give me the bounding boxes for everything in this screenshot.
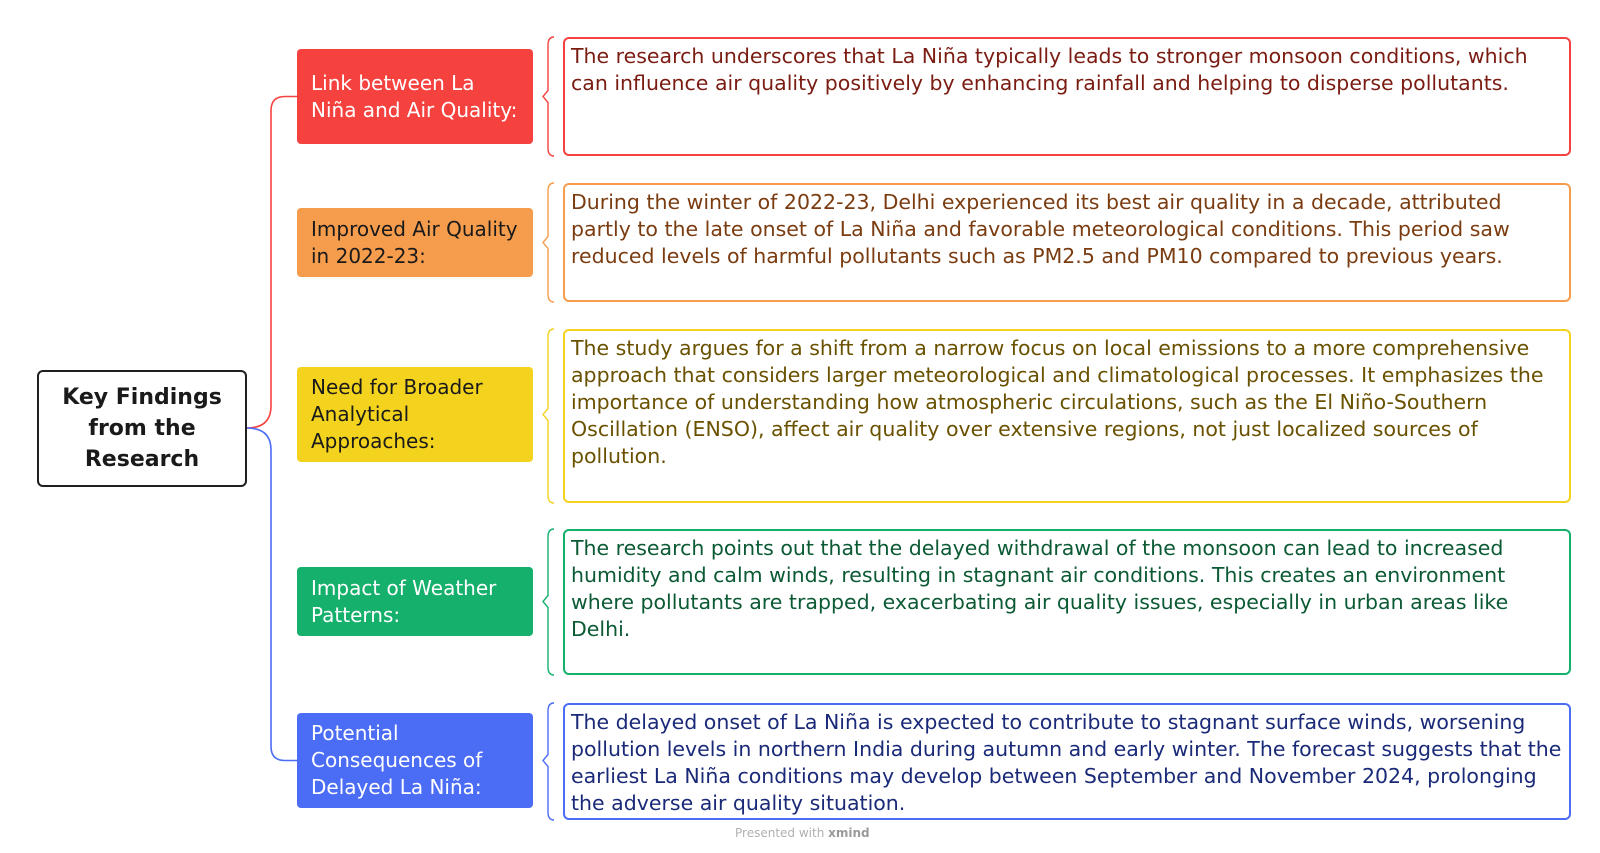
branch-detail-la-nina-link[interactable] [563,37,1571,156]
branch-label-broader-approaches[interactable] [297,367,533,462]
footer-prefix: Presented with [735,826,825,840]
branch-detail-delayed-la-nina[interactable] [563,703,1571,820]
footer-credit [735,826,870,840]
branch-detail-text: During the winter of 2022-23, Delhi experienced its best air quality in a decade, attributed partly to the late onset of La Niña and favorable meteorological conditions. This period saw reduced levels of harmful pollutants such as PM2.5 and PM10 compared to previous years. [571,190,1510,268]
branch-label-weather-patterns[interactable] [297,567,533,636]
branch-detail-text: The research points out that the delayed withdrawal of the monsoon can lead to increased humidity and calm winds, resulting in stagnant air conditions. This creates an environment where pollutants are trapped, exacerbating air quality issues, especially in urban areas like Delhi. [571,536,1509,641]
xmind-logo: xmind [828,826,870,840]
branch-detail-broader-approaches[interactable] [563,329,1571,503]
branch-label-text: Impact of Weather Patterns: [311,575,497,627]
branch-label-improved-air-quality[interactable] [297,208,533,277]
detail-bracket-connector [543,529,554,675]
branch-label-text: Improved Air Quality in 2022-23: [311,216,518,268]
branch-label-text: Potential Consequences of Delayed La Niña: [311,721,483,799]
detail-bracket-connector [543,183,554,302]
branch-detail-text: The delayed onset of La Niña is expected to contribute to stagnant surface winds, worsening pollution levels in northern India during autumn and early winter. The forecast suggests that the earliest La Niña conditions may develop between September and November 2024, prolonging the adverse air quality situation. [571,710,1562,815]
branch-label-delayed-la-nina[interactable] [297,713,533,808]
branch-label-text: Link between La Niña and Air Quality: [311,70,518,122]
trunk-connector-lower [247,428,297,761]
branch-detail-improved-air-quality[interactable] [563,183,1571,302]
branch-detail-text: The study argues for a shift from a narrow focus on local emissions to a more comprehensive approach that considers larger meteorological and climatological processes. It emphasizes the importance of understanding how atmospheric circulations, such as the El Niño-Southern Oscillation (ENSO), affect air quality over extensive regions, not just localized sources of pollution. [571,336,1544,468]
branch-label-text: Need for Broader Analytical Approaches: [311,375,483,453]
detail-bracket-connector [543,329,554,503]
branch-detail-text: The research underscores that La Niña typically leads to stronger monsoon conditions, which can influence air quality positively by enhancing rainfall and helping to disperse pollutants. [571,44,1528,95]
branch-detail-weather-patterns[interactable] [563,529,1571,675]
trunk-connector-upper [247,97,297,429]
central-topic-title: Key Findings from the Research [62,385,222,472]
central-topic[interactable] [37,370,247,487]
detail-bracket-connector [543,703,554,820]
branch-label-la-nina-link[interactable] [297,49,533,144]
detail-bracket-connector [543,37,554,156]
